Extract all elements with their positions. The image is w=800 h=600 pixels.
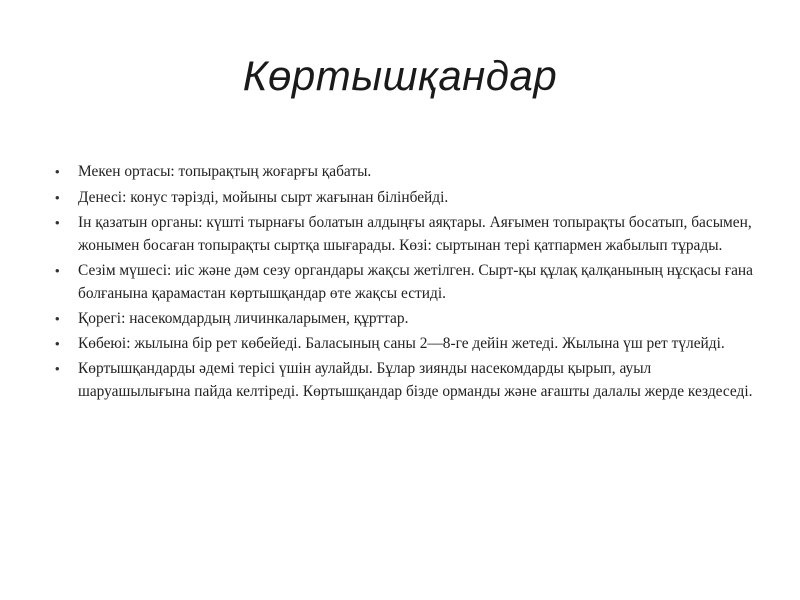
bullet-item-reproduction [54, 332, 759, 355]
bullet-dot-icon: • [55, 336, 60, 351]
bullet-item-significance [54, 357, 759, 403]
bullet-text: Мекен ортасы: топырақтың жоғарғы қабаты. [78, 163, 372, 180]
bullet-text: Сезім мүшесі: иіс және дәм сезу органдары жақсы жетілген. Сырт-қы құлақ қалқанының нұсқасы ғана болғанына қарамастан көртышқандар өте жақсы естиді. [78, 262, 753, 302]
bullet-dot-icon: • [55, 164, 60, 179]
bullet-dot-icon: • [55, 361, 60, 376]
bullet-text: Көртышқандарды әдемі терісі үшін аулайды. Бұлар зиянды насекомдарды қырып, ауыл шаруашылығына пайда келтіреді. Көртышқандар бізде орманды және ағашты далалы жерде кездеседі. [78, 360, 753, 400]
bullet-text: Қорегі: насекомдардың личинкаларымен, құрттар. [78, 310, 409, 327]
bullet-item-digging-organ [54, 211, 759, 257]
bullet-item-senses [54, 259, 759, 305]
bullet-item-body [54, 186, 759, 209]
bullet-dot-icon: • [55, 190, 60, 205]
bullet-text: Ін қазатын органы: күшті тырнағы болатын алдыңғы аяқтары. Аяғымен топырақты босатып, басымен, жонымен босаған топырақты сыртқа шығарады. Көзі: сыртынан тері қатпармен жабылып тұрады. [78, 214, 752, 254]
bullet-dot-icon: • [55, 263, 60, 278]
bullet-text: Көбеюі: жылына бір рет көбейеді. Баласының саны 2—8-ге дейін жетеді. Жылына үш рет түлейді. [78, 335, 725, 352]
bullet-text: Денесі: конус тәрізді, мойыны сырт жағынан білінбейді. [78, 189, 449, 206]
bullet-dot-icon: • [55, 215, 60, 230]
slide-title: Көртышқандар [242, 52, 558, 99]
bullet-list [54, 160, 759, 405]
bullet-item-habitat [54, 160, 759, 183]
bullet-dot-icon: • [55, 311, 60, 326]
bullet-item-diet [54, 307, 759, 330]
